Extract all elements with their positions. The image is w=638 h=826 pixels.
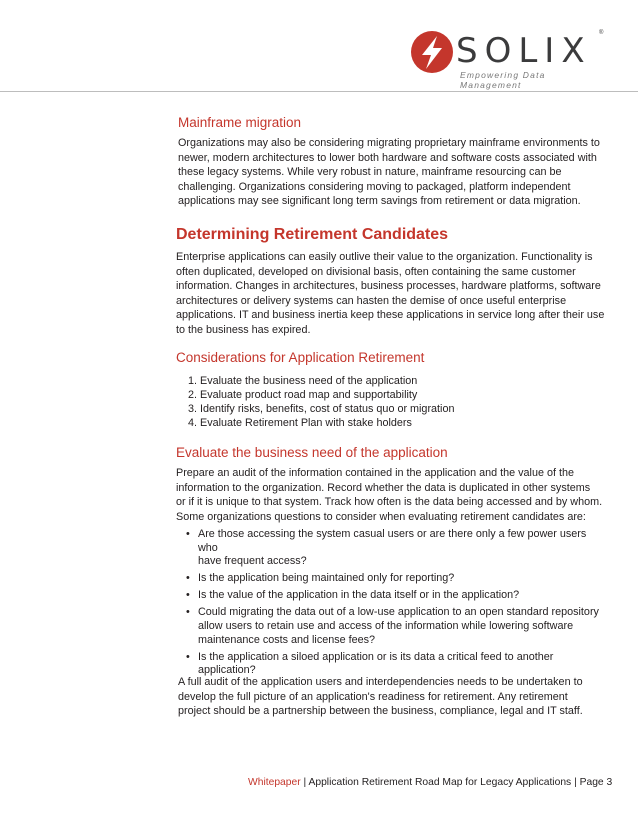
text-line: Organizations may also be considering migrating proprietary mainframe environments to — [178, 137, 600, 149]
evaluate-paragraph — [176, 466, 602, 524]
text-line: Some organizations questions to consider when evaluating retirement candidates are: — [176, 510, 586, 523]
text-line: information. Changes in architectures, business processes, hardware platforms, software — [176, 280, 601, 293]
text-line: project should be a partnership between the business, compliance, legal and IT staff. — [178, 705, 583, 718]
closing-paragraph — [178, 675, 583, 719]
text-line: to the business has expired. — [176, 323, 311, 336]
page-number: | Page 3 — [571, 777, 613, 788]
logo-wordmark: SOLIX — [456, 31, 592, 71]
determining-paragraph — [176, 250, 604, 338]
text-line: Could migrating the data out of a low-use application to an open standard repository — [198, 606, 599, 619]
text-line: applications may see significant long term savings from retirement or data migration. — [178, 195, 581, 208]
considerations-list — [188, 374, 454, 430]
list-item: 2. Evaluate product road map and supportability — [188, 389, 418, 401]
lightning-bolt-icon — [410, 30, 454, 74]
list-item — [186, 589, 606, 603]
solix-logo — [410, 30, 610, 90]
logo-tagline: Empowering Data Management — [460, 70, 546, 90]
determining-heading: Determining Retirement Candidates — [176, 226, 449, 243]
list-item: 4. Evaluate Retirement Plan with stake holders — [188, 417, 412, 429]
page-header — [0, 0, 638, 92]
header-divider — [0, 91, 638, 92]
list-item — [186, 572, 606, 586]
list-item — [186, 651, 606, 678]
evaluate-heading: Evaluate the business need of the application — [176, 445, 448, 460]
bullet-icon: • — [186, 650, 190, 663]
list-item: 3. Identify risks, benefits, cost of status quo or migration — [188, 403, 455, 415]
text-line: Prepare an audit of the information contained in the application and the value of the — [176, 467, 574, 479]
footer-separator: | — [300, 777, 309, 788]
bullet-icon: • — [186, 528, 190, 540]
bullet-icon: • — [186, 606, 190, 619]
text-line: or if it is unique to that system. Track how often is the data being accessed and by whom. — [176, 496, 603, 509]
page-footer — [248, 776, 612, 790]
footer-title: Application Retirement Road Map for Legacy Applications — [308, 777, 572, 788]
footer-label: Whitepaper — [248, 777, 301, 788]
bullet-icon: • — [186, 572, 190, 585]
text-line: Are those accessing the system casual users or are there only a few power users who — [198, 528, 587, 554]
text-line: challenging. Organizations considering moving to packaged, platform independent — [178, 180, 571, 193]
list-item — [186, 606, 606, 647]
text-line: Is the application being maintained only for reporting? — [198, 572, 455, 585]
considerations-heading: Considerations for Application Retirement — [176, 350, 425, 365]
text-line: information to the organization. Record whether the data is duplicated in other systems — [176, 481, 591, 494]
text-line: Is the application a siloed application or is its data a critical feed to another — [198, 650, 554, 663]
text-line: applications. IT and business inertia keep these applications in service long after their use — [176, 309, 605, 322]
mainframe-paragraph — [178, 136, 600, 209]
text-line: maintenance costs and license fees? — [198, 633, 376, 646]
text-line: develop the full picture of an application's readiness for retirement. Any retirement — [178, 690, 568, 703]
text-line: Enterprise applications can easily outlive their value to the organization. Functionality is — [176, 251, 593, 263]
list-item — [186, 528, 606, 569]
text-line: architectures or delivery systems can hasten the demise of once useful enterprise — [176, 294, 567, 307]
text-line: allow users to retain use and access of the information while lowering software — [198, 620, 574, 633]
text-line: these legacy systems. While very robust in nature, mainframe resourcing can be — [178, 166, 562, 179]
text-line: application? — [198, 664, 256, 677]
list-item: 1. Evaluate the business need of the application — [188, 375, 418, 387]
text-line: often duplicated, developed on divisional basis, often containing the same customer — [176, 265, 576, 278]
bullet-icon: • — [186, 589, 190, 602]
registered-mark: ® — [599, 30, 604, 36]
text-line: have frequent access? — [198, 555, 307, 568]
text-line: A full audit of the application users and interdependencies needs to be undertaken to — [178, 676, 583, 688]
evaluate-questions-list — [186, 528, 606, 681]
mainframe-heading: Mainframe migration — [178, 115, 302, 130]
text-line: newer, modern architectures to lower both hardware and software costs associated with — [178, 151, 597, 164]
text-line: Is the value of the application in the data itself or in the application? — [198, 589, 520, 602]
